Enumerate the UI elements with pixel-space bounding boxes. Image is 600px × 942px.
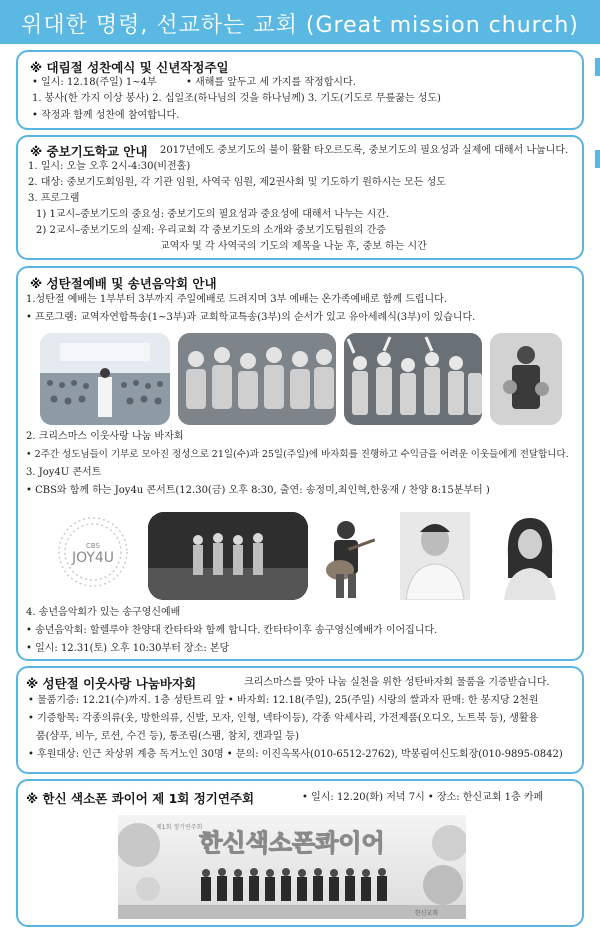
text-line: • 새해를 앞두고 세 가지를 작정합시다. bbox=[186, 77, 356, 88]
side-tab bbox=[595, 150, 600, 168]
kids-choir-photo bbox=[178, 333, 336, 425]
text-line: 품(샴푸, 비누, 로션, 수건 등), 통조림(스팸, 참치, 캔과일 등) bbox=[36, 731, 299, 742]
joy4u-logo bbox=[38, 512, 148, 597]
text-line: • 기증항목: 각종의류(옷, 방한의류, 신발, 모자, 인형, 넥타이등), 각종 악세사리, 가전제품(오디오, 노트북 등), 생활용 bbox=[28, 713, 539, 724]
poster-title: 한신색소폰콰이어 bbox=[199, 829, 385, 857]
section-christmas-service bbox=[16, 266, 584, 661]
singer-male-photo bbox=[400, 512, 470, 600]
text-line: • CBS와 함께 하는 Joy4u 콘서트(12.30(금) 오후 8:30, 출연: 송정미,최인혁,한웅재 / 찬양 8:15분부터 ) bbox=[26, 485, 490, 496]
text-line: • 일시: 12.20(화) 저녁 7시 • 장소: 한신교회 1층 카페 bbox=[302, 792, 544, 803]
text-line: 1.성탄절 예배는 1부부터 3부까지 주일예배로 드려지며 3부 예배는 온가족예배로 함께 드립니다. bbox=[26, 294, 448, 305]
logo-main-text: JOY4U bbox=[71, 550, 115, 566]
text-line: 크리스마스를 맞아 나눔 실천을 위한 성탄바자회 물품을 기증받습니다. bbox=[244, 677, 550, 688]
text-line: • 송년음악회: 할렐루야 찬양대 칸타타와 함께 합니다. 칸타타이후 송구영신예배가 이어집니다. bbox=[26, 625, 438, 636]
text-line: 교역자 및 각 사역국의 기도의 제목을 나눈 후, 중보 하는 시간 bbox=[160, 241, 427, 252]
text-line: 1. 봉사(한 가지 이상 봉사) 2. 십일조(하나님의 것을 하나님께) 3. 기도(기도로 무릎꿇는 성도) bbox=[32, 93, 441, 104]
text-line: 3. 프로그램 bbox=[28, 193, 80, 204]
text-line: • 후원대상: 인근 차상위 계층 독거노인 30명 • 문의: 이진옥목사(010-6512-2762), 박봉림여신도회장(010-9895-0842) bbox=[28, 749, 563, 760]
section-advent-communion bbox=[16, 50, 584, 130]
poster-footer: 한신교회 bbox=[414, 910, 438, 917]
section-title: ※ 한신 색소폰 콰이어 제 1회 정기연주회 bbox=[26, 791, 255, 806]
text-line: 2. 대상: 중보기도회임원, 각 기관 임원, 사역국 임원, 제2권사회 및 기도하기 원하시는 모든 성도 bbox=[28, 177, 446, 188]
section-intercessory-school bbox=[16, 135, 584, 260]
text-line: 2) 2교시–중보기도의 실제: 우리교회 각 중보기도의 소개와 중보기도팀원의 간증 bbox=[36, 225, 386, 236]
banner-title: 위대한 명령, 선교하는 교회 (Great mission church) bbox=[21, 13, 579, 38]
side-tab bbox=[595, 58, 600, 76]
singer-female-photo bbox=[494, 512, 564, 600]
text-line: • 프로그램: 교역자연합특송(1~3부)과 교회학교특송(3부)의 순서가 있고 유아세례식(3부)이 있습니다. bbox=[26, 312, 476, 323]
section-title: ※ 중보기도학교 안내 bbox=[30, 144, 148, 159]
section-title: ※ 성탄절 이웃사랑 나눔바자회 bbox=[26, 676, 197, 691]
concert-stage-photo bbox=[148, 512, 308, 600]
text-line: • 작정과 함께 성찬에 참여합니다. bbox=[32, 110, 180, 121]
concert-poster bbox=[118, 815, 466, 919]
logo-cbs-text: CBS bbox=[85, 542, 101, 550]
header-banner bbox=[0, 0, 600, 44]
baptism-photo bbox=[490, 333, 562, 425]
text-line: 1. 일시: 오늘 오후 2시-4:30(비전홀) bbox=[28, 161, 191, 172]
worship-hall-photo bbox=[40, 333, 170, 425]
section-title: ※ 대림절 성찬예식 및 신년작정주일 bbox=[30, 60, 229, 75]
text-line: • 일시: 12.31(토) 오후 10:30부터 장소: 본당 bbox=[26, 643, 230, 654]
section-christmas-bazaar bbox=[16, 666, 584, 774]
text-line: 4. 송년음악회가 있는 송구영신예배 bbox=[26, 607, 181, 618]
text-line: • 일시: 12.18(주일) 1~4부 bbox=[32, 77, 157, 88]
text-line: 1) 1교시–중보기도의 중요성: 중보기도의 필요성과 중요성에 대해서 나누는 시간. bbox=[36, 209, 390, 220]
poster-subtitle: 제1회 정기연주회 bbox=[156, 824, 203, 831]
text-line: 2017년에도 중보기도의 불이 활활 타오르도록, 중보기도의 필요성과 실제에 대해서 나눕니다. bbox=[160, 145, 569, 156]
text-line: 3. Joy4U 콘서트 bbox=[26, 467, 102, 478]
section-saxophone-concert bbox=[16, 779, 584, 927]
children-stage-photo bbox=[344, 333, 482, 425]
text-line: 2. 크리스마스 이웃사랑 나눔 바자회 bbox=[26, 431, 184, 442]
text-line: • 물품기증: 12.21(수)까지. 1층 성탄트리 앞 • 바자회: 12.18(주일), 25(주일) 시랑의 쌀과자 판매: 한 봉지당 2천원 bbox=[28, 695, 539, 706]
guitarist-photo bbox=[310, 512, 380, 600]
section-title: ※ 성탄절예배 및 송년음악회 안내 bbox=[30, 276, 217, 291]
text-line: • 2주간 성도님들이 기부로 모아진 정성으로 21일(수)과 25일(주일)에 바자회를 진행하고 수익금을 어려운 이웃들에게 전달합니다. bbox=[26, 449, 569, 460]
